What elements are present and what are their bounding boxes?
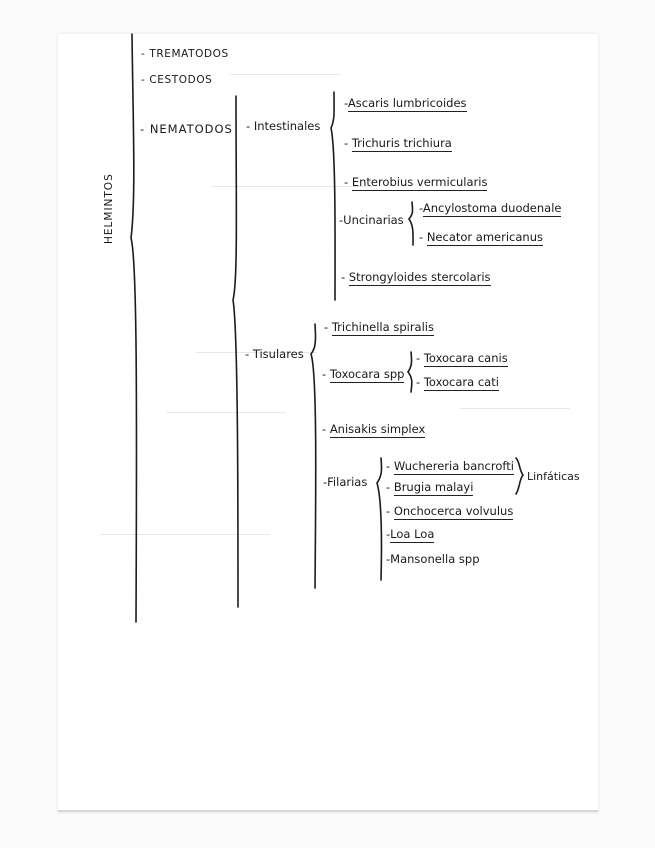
group-intestinales-text: Intestinales: [253, 119, 321, 133]
species-ancylostoma: -Ancylostoma duodenale: [419, 201, 562, 215]
group-tisulares-text: Tisulares: [252, 347, 304, 361]
tisulares-brace: [311, 324, 316, 588]
species-toxocara-cati-text: Toxocara cati: [423, 375, 499, 389]
group-toxocara-text: Toxocara spp: [329, 367, 405, 381]
species-onchocerca-text: Onchocerca volvulus: [393, 504, 514, 518]
species-enterobius: - Enterobius vermicularis: [344, 175, 488, 189]
species-strongyloides-text: Strongyloides stercolaris: [348, 270, 491, 284]
toxocara-brace: [408, 352, 412, 392]
linfaticas-brace: [516, 458, 523, 494]
species-trichinella-text: Trichinella spiralis: [331, 320, 434, 334]
class-nematodos-text: NEMATODOS: [149, 122, 233, 136]
class-cestodos: - CESTODOS: [141, 74, 213, 86]
species-toxocara-canis: - Toxocara canis: [416, 351, 508, 365]
species-trichuris-text: Trichuris trichiura: [351, 136, 452, 150]
species-mansonella-text: Mansonella spp: [390, 552, 480, 566]
species-enterobius-text: Enterobius vermicularis: [351, 175, 488, 189]
species-mansonella: -Mansonella spp: [386, 552, 480, 566]
species-necator-text: Necator americanus: [426, 230, 543, 244]
group-uncinarias: -Uncinarias: [339, 213, 404, 227]
group-uncinarias-text: Uncinarias: [343, 213, 404, 227]
helmintos-brace: [131, 34, 136, 622]
species-trichuris: - Trichuris trichiura: [344, 136, 452, 150]
nematodos-brace: [233, 96, 238, 607]
species-necator: - Necator americanus: [419, 230, 543, 244]
filarias-brace: [377, 458, 382, 580]
class-cestodos-text: CESTODOS: [149, 74, 213, 86]
class-trematodos-text: TREMATODOS: [149, 48, 229, 60]
species-ascaris-text: Ascaris lumbricoides: [347, 96, 467, 110]
species-loa-loa: -Loa Loa: [386, 527, 435, 541]
group-toxocara: - Toxocara spp: [322, 367, 405, 381]
species-loa-loa-text: Loa Loa: [390, 527, 435, 541]
species-wuchereria: - Wuchereria bancrofti: [386, 459, 514, 473]
species-onchocerca: - Onchocerca volvulus: [386, 504, 514, 518]
class-trematodos: - TREMATODOS: [141, 48, 229, 60]
species-ascaris: -Ascaris lumbricoides: [344, 96, 467, 110]
species-brugia: - Brugia malayi: [386, 480, 474, 494]
species-trichinella: - Trichinella spiralis: [324, 320, 434, 334]
species-strongyloides: - Strongyloides stercolaris: [341, 270, 491, 284]
class-nematodos: - NEMATODOS: [140, 122, 233, 136]
species-toxocara-canis-text: Toxocara canis: [423, 351, 508, 365]
species-toxocara-cati: - Toxocara cati: [416, 375, 499, 389]
root-label-helmintos: HELMINTOS: [103, 173, 115, 244]
species-anisakis: - Anisakis simplex: [322, 422, 426, 436]
group-filarias: -Filarias: [323, 475, 368, 489]
group-filarias-text: Filarias: [327, 475, 368, 489]
group-intestinales: - Intestinales: [246, 119, 321, 133]
intestinales-brace: [331, 92, 335, 300]
species-brugia-text: Brugia malayi: [393, 480, 474, 494]
uncinarias-brace: [409, 202, 413, 245]
species-anisakis-text: Anisakis simplex: [329, 422, 426, 436]
note-linfaticas: Linfáticas: [527, 470, 580, 483]
species-wuchereria-text: Wuchereria bancrofti: [393, 459, 514, 473]
group-tisulares: - Tisulares: [245, 347, 304, 361]
species-ancylostoma-text: Ancylostoma duodenale: [422, 201, 562, 215]
